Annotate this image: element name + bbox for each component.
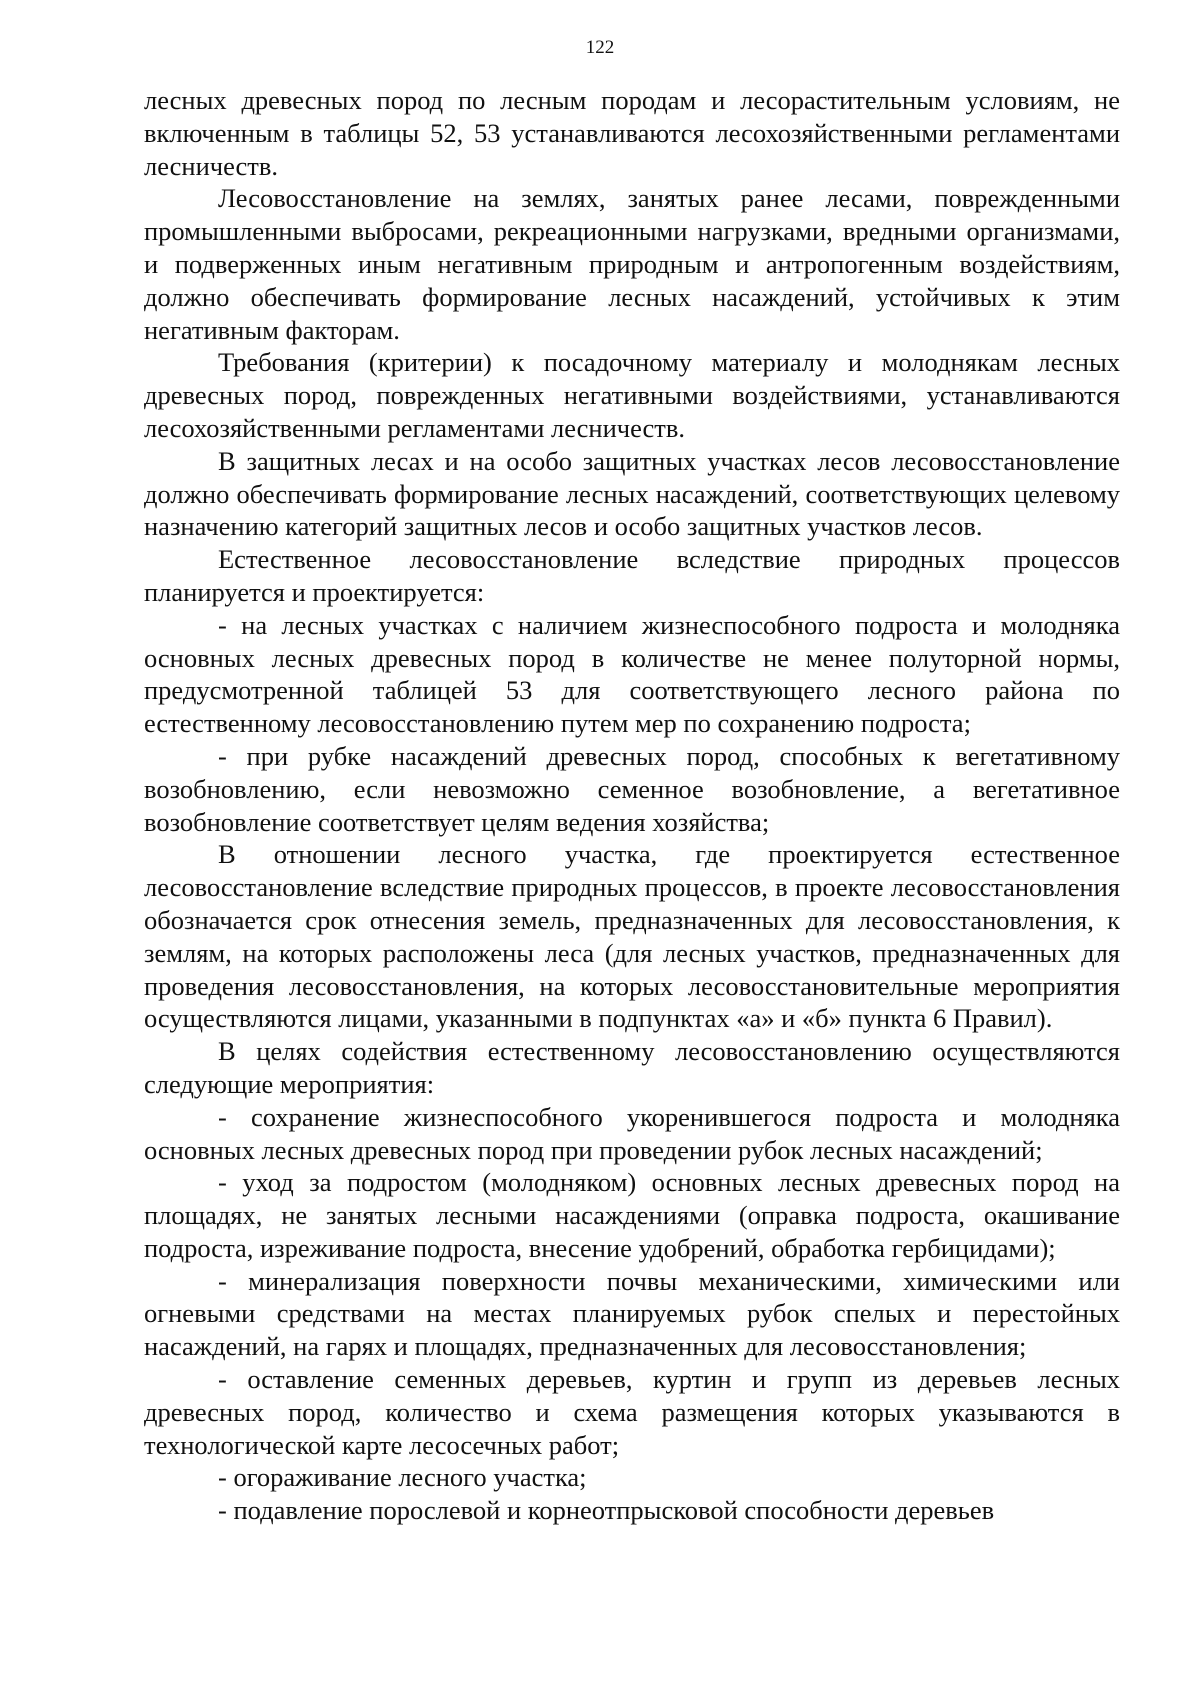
paragraph-assistance-measures: В целях содействия естественному лесовосстановлению осуществляются следующие мероприятия: [144,1036,1120,1099]
list-item-preserve-undergrowth: - сохранение жизнеспособного укоренившегося подроста и молодняка основных лесных древесных пород при проведении рубок лесных насаждений; [144,1101,1120,1165]
document-body [144,84,1120,1527]
list-item-vegetative-renewal: - при рубке насаждений древесных пород, способных к вегетативному возобновлению, если невозможно семенное возобновление, а вегетативное возобновление соответствует целям ведения хозяйства; [144,740,1120,837]
paragraph-damaged-forests: Лесовосстановление на землях, занятых ранее лесами, поврежденными промышленными выбросами, рекреационными нагрузками, вредными организмами, и подверженных иным негативным природным и антропогенным воздействиям, должно обеспечивать формирование лесных насаждений, устойчивых к этим негативным факторам. [144,183,1120,345]
list-item-seed-trees: - оставление семенных деревьев, куртин и групп из деревьев лесных древесных пород, количество и схема размещения которых указываются в технологической карте лесосечных работ; [144,1364,1120,1460]
paragraph-project-term: В отношении лесного участка, где проектируется естественное лесовосстановление вследствие природных процессов, в проекте лесовосстановления обозначается срок отнесения земель, предназначенных для лесовосстановления, к землям, на которых расположены леса (для лесных участков, предназначенных для проведения лесовосстановления, на которых лесовосстановительные мероприятия осуществляются лицами, указанными в подпунктах «а» и «б» пункта 6 Правил). [144,839,1120,1034]
list-item-soil-mineralization: - минерализация поверхности почвы механическими, химическими или огневыми средствами на местах планируемых рубок спелых и перестойных насаждений, на гарях и площадях, предназначенных для лесовосстановления; [144,1265,1120,1362]
paragraph-planting-requirements: Требования (критерии) к посадочному материалу и молоднякам лесных древесных пород, поврежденных негативными воздействиями, устанавливаются лесохозяйственными регламентами лесничеств. [144,347,1120,443]
paragraph-natural-regeneration: Естественное лесовосстановление вследствие природных процессов планируется и проектируется: [144,544,1120,607]
list-item-suppression: - подавление порослевой и корнеотпрысковой способности деревьев [218,1495,995,1526]
list-item-undergrowth-plots: - на лесных участках с наличием жизнеспособного подроста и молодняка основных лесных древесных пород в количестве не менее полуторной нормы, предусмотренной таблицей 53 для соответствующего лесного района по естественному лесовосстановлению путем мер по сохранению подроста; [144,609,1120,739]
page-number: 122 [585,37,615,58]
paragraph-continuation: лесных древесных пород по лесным породам и лесорастительным условиям, не включенным в таблицы 52, 53 устанавливаются лесохозяйственными регламентами лесничеств. [144,85,1120,181]
list-item-undergrowth-care: - уход за подростом (молодняком) основных лесных древесных пород на площадях, не занятых лесными насаждениями (оправка подроста, окашивание подроста, изреживание подроста, внесение удобрений, обработка гербицидами); [144,1167,1120,1263]
list-item-fencing: - огораживание лесного участка; [218,1462,587,1493]
paragraph-protective-forests: В защитных лесах и на особо защитных участках лесов лесовосстановление должно обеспечивать формирование лесных насаждений, соответствующих целевому назначению категорий защитных лесов и особо защитных участков лесов. [144,445,1120,542]
